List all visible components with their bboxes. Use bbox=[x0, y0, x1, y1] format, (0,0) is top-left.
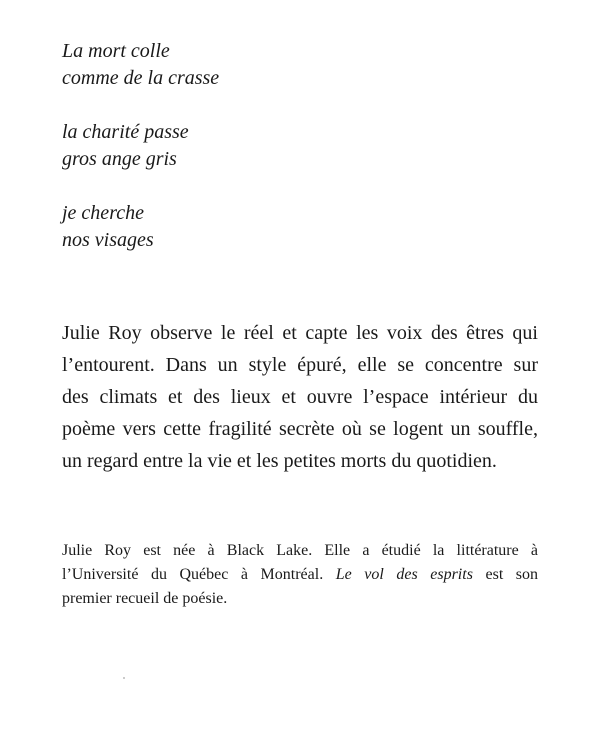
poem-line: je cherche bbox=[62, 202, 144, 224]
description-line: l’entourent. Dans un style épuré, elle se concentre sur bbox=[62, 354, 538, 376]
poem-stanza-2 bbox=[62, 119, 542, 173]
description-line: Julie Roy observe le réel et capte les voix des êtres qui bbox=[62, 322, 538, 344]
poem-line: la charité passe bbox=[62, 121, 189, 143]
bio-text: est son bbox=[485, 566, 539, 583]
description-line: poème vers cette fragilité secrète où se logent un souffle, bbox=[62, 418, 538, 440]
print-speck bbox=[123, 677, 125, 679]
poem-stanza-1 bbox=[62, 38, 542, 92]
description-line: un regard entre la vie et les petites morts du quotidien. bbox=[62, 450, 497, 472]
bio-line bbox=[62, 563, 538, 587]
poem-line: gros ange gris bbox=[62, 148, 177, 170]
book-description bbox=[62, 317, 538, 477]
poem-excerpt bbox=[62, 38, 542, 281]
poem-line: nos visages bbox=[62, 229, 154, 251]
poem-line: comme de la crasse bbox=[62, 67, 220, 89]
bio-line: premier recueil de poésie. bbox=[62, 590, 228, 607]
bio-text: l’Université du Québec à Montréal. bbox=[62, 566, 324, 583]
description-line: des climats et des lieux et ouvre l’espace intérieur du bbox=[62, 386, 538, 408]
poem-line: La mort colle bbox=[62, 40, 170, 62]
author-bio bbox=[62, 539, 538, 611]
bio-line: Julie Roy est née à Black Lake. Elle a étudié la littérature à bbox=[62, 542, 538, 559]
poem-stanza-3 bbox=[62, 200, 542, 254]
book-title: Le vol des esprits bbox=[335, 566, 473, 583]
